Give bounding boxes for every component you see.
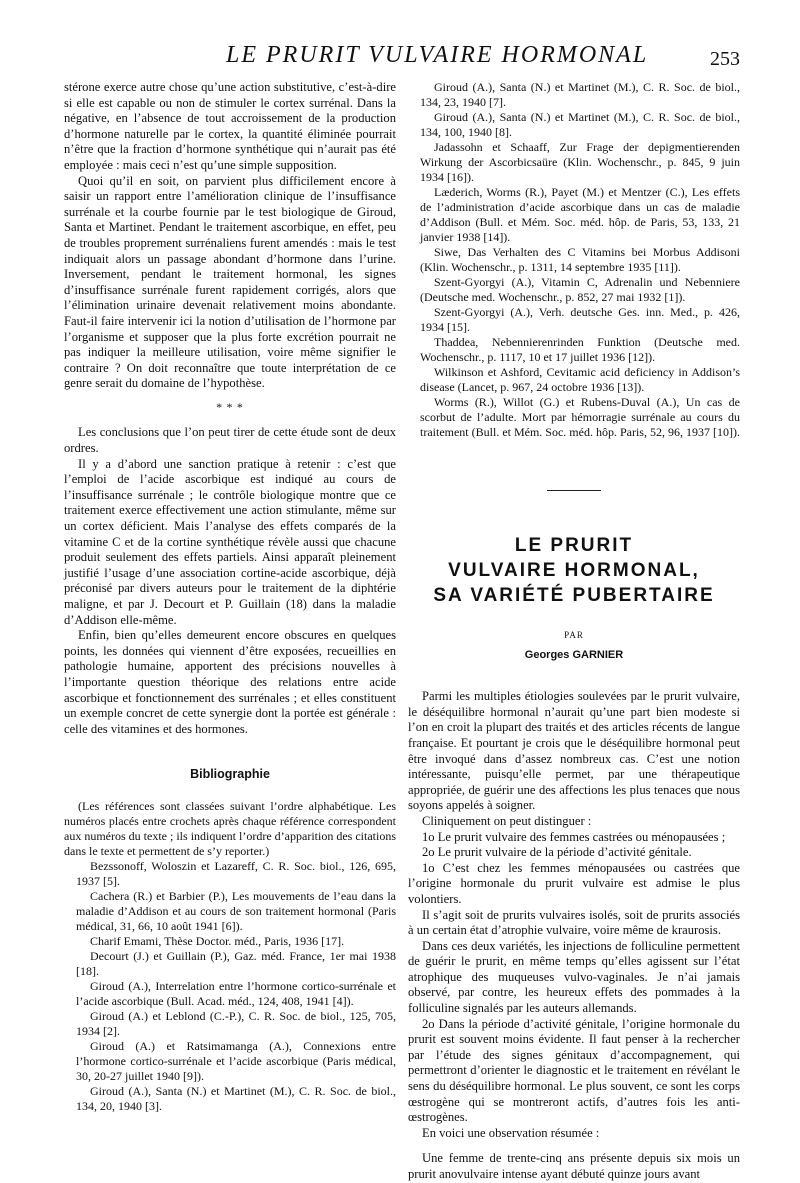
reference-item: Giroud (A.), Santa (N.) et Martinet (M.), C. R. Soc. de biol., 134, 20, 1940 [3]. <box>76 1083 396 1113</box>
paragraph: En voici une observation résumée : <box>422 1125 600 1140</box>
page-header <box>60 38 740 78</box>
article-title-line: LE PRURIT <box>514 535 634 556</box>
paragraph: Cliniquement on peut distinguer : <box>422 813 592 828</box>
paragraph: 2o Dans la période d’activité génitale, l’origine hormonale du prurit est souvent moins évidente. Il faut penser à la rechercher par l’étude des signes génitaux d’accompagnement, qui permettront d’orienter le diagnostic et le traitement en révélant le sens du déséquilibre hormonal. Le plus souvent, ce sont les corps œstrogène qui se montreront actifs, d’autres fois les anti-œstrogènes. <box>408 1016 740 1125</box>
paragraph: Dans ces deux variétés, les injections de folliculine permettent de guérir le prurit, en même temps qu’elles agissent sur l’état atrophique des muqueuses vulvo-vaginales. Je n’ai jamais observé, par contre, les heureux effets des pommades à la folliculine signalés par les auteurs allemands. <box>408 938 740 1016</box>
article-title-line: VULVAIRE HORMONAL, <box>448 560 700 581</box>
reference-item: Cachera (R.) et Barbier (P.), Les mouvements de l’eau dans la maladie d’Addison et au cours de son traitement hormonal (Paris médical, 31, 66, 10 août 1941 [6]). <box>76 888 396 933</box>
paragraph: Une femme de trente-cinq ans présente depuis six mois un prurit anovulvaire intense ayant débuté quinze jours avant <box>408 1151 740 1181</box>
article-divider <box>547 490 601 491</box>
reference-item: Szent-Gyorgyi (A.), Vitamin C, Adrenalin und Nebenniere (Deutsche med. Wochenschr., p. 852, 27 mai 1932 [1]). <box>420 275 740 304</box>
reference-item: Charif Emami, Thèse Doctor. méd., Paris, 1936 [17]. <box>90 933 345 948</box>
page-number: 253 <box>710 48 740 70</box>
reference-item: Jadassohn et Schaaff, Zur Frage der depigmentierenden Wirkung der Ascorbicsaüre (Klin. Wochenschr., p. 845, 9 juin 1934 [16]). <box>420 140 740 184</box>
reference-item: Læderich, Worms (R.), Payet (M.) et Mentzer (C.), Les effets de l’administration d’acide ascorbique dans un cas de maladie d’Addison (Bull. et Mém. Soc. méd. hôp. de Paris, 53, 133, 21 janvier 1938 [14]). <box>420 185 740 244</box>
bibliography-list-continued <box>408 80 740 440</box>
paragraph: stérone exerce autre chose qu’une action substitutive, c’est-à-dire si elle est capable ou non de stimuler le cortex surrénal. Dans la négative, en l’absence de tout accroissement de la production d’hormone naturelle par le cortex, la quantité éliminée pourrait n’être que la fraction d’hormone synthétique qui n’aurait pas été employée : mais ceci n’est qu’une simple supposition. <box>64 80 396 172</box>
running-title: LE PRURIT VULVAIRE HORMONAL <box>226 42 649 68</box>
paragraph: 1o C’est chez les femmes ménopausées ou castrées que l’origine hormonale du prurit vulvaire est admise le plus volontiers. <box>408 860 740 906</box>
list-item: 2o Le prurit vulvaire de la période d’activité génitale. <box>422 845 692 860</box>
byline-par: PAR <box>564 630 584 640</box>
paragraph: Il y a d’abord une sanction pratique à retenir : c’est que l’emploi de l’acide ascorbique est indiqué au cours de l’insuffisance surrénale ; le contrôle biologique montre que ce traitement exerce effectivement une action stimulante, même sur un cortex déficient. Mais l’analyse des effets comparés de la vitamine C et de la cortine synthétique révèle aussi que chacune produit seulement des effets partiels. Ainsi apparaît pleinement justifié l’usage d’une association cortine-acide ascorbique, déjà préconisé par divers auteurs pour le traitement de la diphtérie maligne, et par J. Decourt et P. Guillain (18) dans la maladie d’Addison elle-même. <box>64 456 396 627</box>
reference-item: Decourt (J.) et Guillain (P.), Gaz. méd. France, 1er mai 1938 [18]. <box>76 948 396 978</box>
author-name: Georges GARNIER <box>524 648 624 661</box>
reference-item: Giroud (A.) et Ratsimamanga (A.), Connexions entre l’hormone cortico-surrénale et l’acide ascorbique (Paris médical, 30, 20-27 juillet 1940 [9]). <box>76 1038 396 1083</box>
paragraph: Les conclusions que l’on peut tirer de cette étude sont de deux ordres. <box>64 425 396 456</box>
reference-item: Bezssonoff, Woloszin et Lazareff, C. R. Soc. biol., 126, 695, 1937 [5]. <box>76 858 396 888</box>
article-title-line: SA VARIÉTÉ PUBERTAIRE <box>433 585 715 606</box>
bibliography-note: (Les références sont classées suivant l’ordre alphabétique. Les numéros placés entre crochets après chaque référence correspondent aux numéros du texte ; ils indiquent l’ordre d’apparition des citations dans le texte et permettent de s’y reporter.) <box>64 798 396 858</box>
reference-item: Giroud (A.), Interrelation entre l’hormone cortico-surrénale et l’acide ascorbique (Bull. Acad. méd., 124, 408, 1941 [4]). <box>76 978 396 1008</box>
reference-item: Wilkinson et Ashford, Cevitamic acid deficiency in Addison’s disease (Lancet, p. 967, 24 octobre 1936 [13]). <box>420 365 740 394</box>
left-column <box>64 80 396 1114</box>
reference-item: Giroud (A.), Santa (N.) et Martinet (M.), C. R. Soc. de biol., 134, 23, 1940 [7]. <box>420 80 740 109</box>
section-separator-stars: * * * <box>216 399 244 414</box>
reference-item: Siwe, Das Verhalten des C Vitamins bei Morbus Addisoni (Klin. Wochenschr., p. 1311, 14 septembre 1935 [11]). <box>420 245 740 274</box>
reference-item: Szent-Gyorgyi (A.), Verh. deutsche Ges. inn. Med., p. 426, 1934 [15]. <box>420 305 740 334</box>
right-column <box>408 80 740 1183</box>
reference-item: Worms (R.), Willot (G.) et Rubens-Duval (A.), Un cas de scorbut de l’adulte. Mort par hémorragie surrénale au cours du traitement (Bull. et Mém. Soc. méd. hôp. Paris, 52, 96, 1937 [10]). <box>420 395 740 439</box>
paragraph: Parmi les multiples étiologies soulevées par le prurit vulvaire, le déséquilibre hormonal n’aurait qu’une part bien modeste si l’on en croit la plupart des traités et des articles récents de langue française. Et pourtant je crois que le déséquilibre hormonal peut être invoqué dans d’assez nombreux cas. C’est une notion intéressante, puisqu’elle permet, par une thérapeutique appropriée, de guérir une des affections les plus tenaces que nous soyons appelés à soigner. <box>408 689 740 813</box>
reference-item: Giroud (A.), Santa (N.) et Martinet (M.), C. R. Soc. de biol., 134, 100, 1940 [8]. <box>420 110 740 139</box>
list-item: 1o Le prurit vulvaire des femmes castrées ou ménopausées ; <box>422 829 726 844</box>
reference-item: Giroud (A.) et Leblond (C.-P.), C. R. Soc. de biol., 125, 705, 1934 [2]. <box>76 1008 396 1038</box>
paragraph: Il s’agit soit de prurits vulvaires isolés, soit de prurits associés à un certain état d’atrophie vulvaire, voire même de kraurosis. <box>408 907 740 938</box>
article-title <box>408 533 740 608</box>
bibliography-heading: Bibliographie <box>190 767 270 782</box>
reference-item: Thaddea, Nebennierenrinden Funktion (Deutsche med. Wochenschr., p. 1117, 10 et 17 juillet 1936 [12]). <box>420 335 740 364</box>
bibliography-list <box>64 859 396 1114</box>
paragraph: Enfin, bien qu’elles demeurent encore obscures en quelques points, les données qui viennent d’être exposées, recueillies en pathologie humaine, apportent des précisions nouvelles à l’importante question théorique des relations entre acide ascorbique et fonctionnement des surrénales ; et elles constituent un exemple concret de cette synergie dont la portée est générale : celle des vitamines et des hormones. <box>64 628 396 736</box>
paragraph: Quoi qu’il en soit, on parvient plus difficilement encore à saisir un rapport entre l’amélioration clinique de l’insuffisance surrénale et la courbe fournie par le test biologique de Giroud, Santa et Martinet. Pendant le traitement ascorbique, en effet, peu de troubles proprement surrénaliens furent amendés : mais le test indiquait alors un passage abondant d’hormone dans l’urine. Inversement, pendant le traitement hormonal, les signes d’insuffisance surrénale furent rapidement corrigés, alors que l’élimination urinaire devenait relativement moins abondante. Faut-il faire intervenir ici la notion d’utilisation de l’hormone par l’organisme et supposer que la plus forte excrétion pourrait ne pas indiquer la meilleure utilisation, voire même signifier le contraire ? On doit reconnaître que toute interprétation de ce genre serait du domaine de l’hypothèse. <box>64 173 396 391</box>
